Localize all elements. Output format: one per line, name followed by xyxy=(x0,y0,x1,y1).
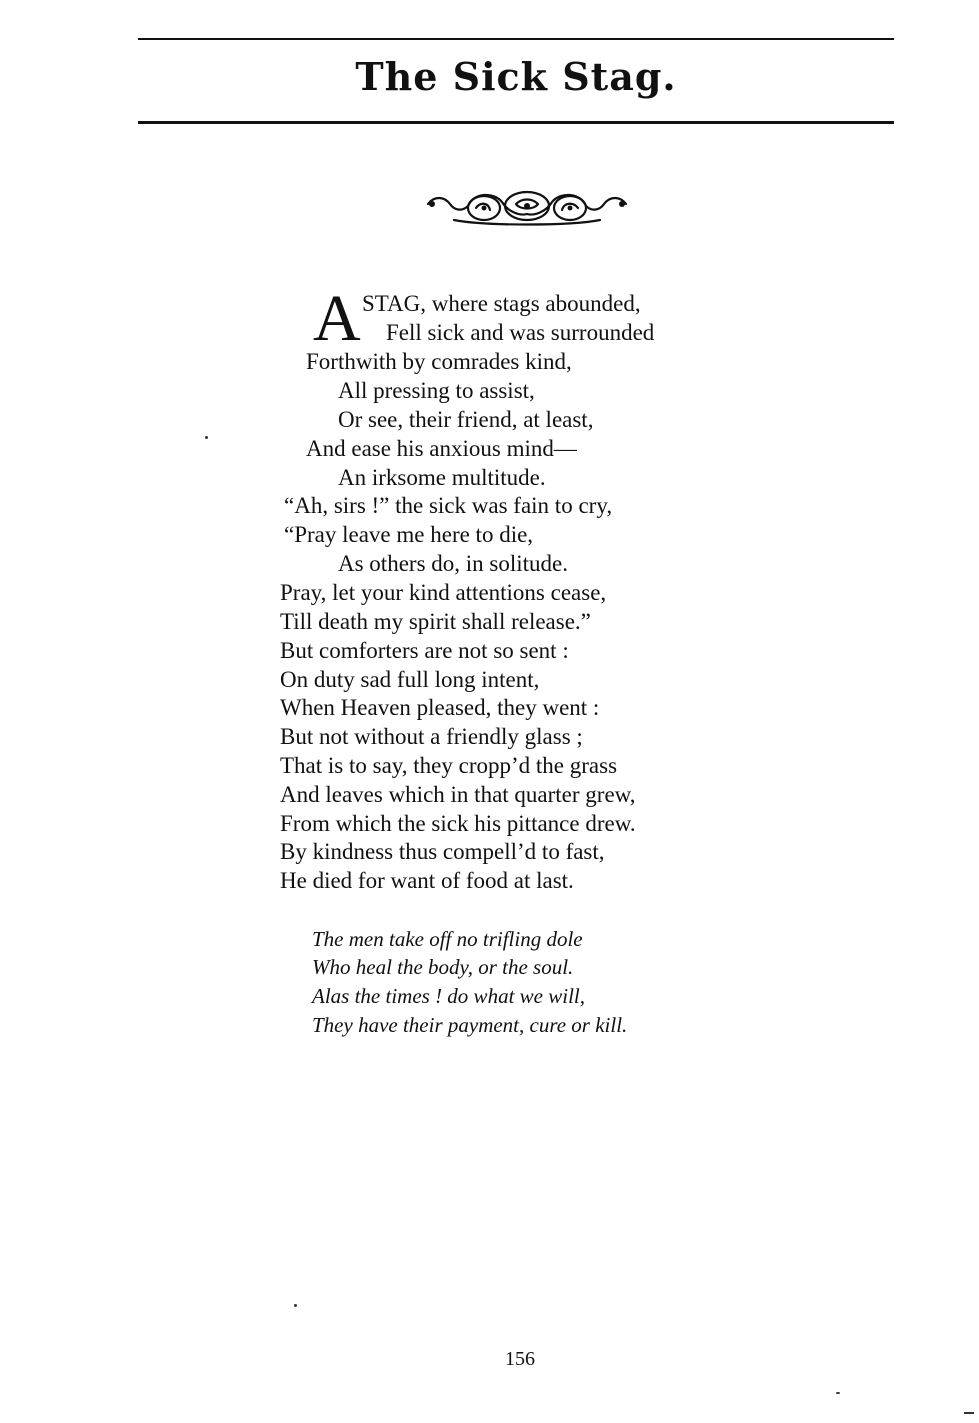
top-rule xyxy=(138,38,894,40)
scroll-vine-ornament-icon xyxy=(424,186,630,228)
poem-line: Till death my spirit shall release.” xyxy=(280,609,591,634)
poem-line: When Heaven pleased, they went : xyxy=(280,695,600,720)
poem-line: From which the sick his pittance drew. xyxy=(280,811,636,836)
poem-line: All pressing to assist, xyxy=(338,378,535,403)
poem-line: An irksome multitude. xyxy=(338,465,546,490)
poem-line: “Ah, sirs !” the sick was fain to cry, xyxy=(284,493,613,518)
print-speck xyxy=(205,436,208,439)
poem-line: Fell sick and was surrounded xyxy=(386,320,655,345)
poem-line: But not without a friendly glass ; xyxy=(280,724,583,749)
moral-line: They have their payment, cure or kill. xyxy=(312,1013,628,1037)
moral-line: The men take off no trifling dole xyxy=(312,927,583,951)
poem-line: “Pray leave me here to die, xyxy=(284,522,534,547)
print-speck xyxy=(964,1412,974,1414)
page-number: 156 xyxy=(505,1348,535,1370)
poem-line: But comforters are not so sent : xyxy=(280,638,569,663)
moral-line: Who heal the body, or the soul. xyxy=(312,955,574,979)
poem-line: Or see, their friend, at least, xyxy=(338,407,594,432)
poem-line: He died for want of food at last. xyxy=(280,868,574,893)
poem-line: On duty sad full long intent, xyxy=(280,667,540,692)
page-title: The Sick Stag. xyxy=(355,54,677,99)
drop-cap: A xyxy=(313,282,361,355)
poem-line: By kindness thus compell’d to fast, xyxy=(280,839,605,864)
bottom-rule xyxy=(138,121,894,124)
poem-line: Forthwith by comrades kind, xyxy=(306,349,572,374)
moral-line: Alas the times ! do what we will, xyxy=(312,984,585,1008)
poem-line: STAG, where stags abounded, xyxy=(362,291,641,316)
print-speck xyxy=(836,1392,840,1394)
poem-line: And ease his anxious mind— xyxy=(306,436,577,461)
poem-line: And leaves which in that quarter grew, xyxy=(280,782,636,807)
print-speck xyxy=(294,1304,297,1307)
poem-line: That is to say, they cropp’d the grass xyxy=(280,753,618,778)
poem-line: As others do, in solitude. xyxy=(338,551,568,576)
poem-line: Pray, let your kind attentions cease, xyxy=(280,580,607,605)
